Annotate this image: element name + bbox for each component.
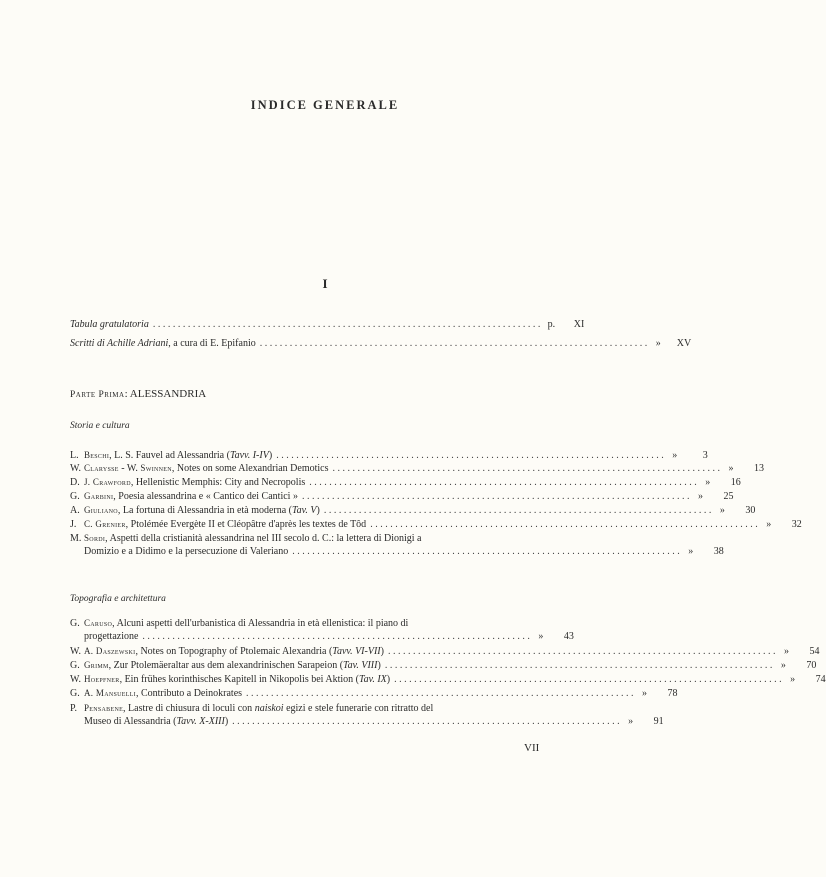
ditto-mark: » — [783, 646, 789, 657]
entry-title: , Lastre di chiusura di loculi con — [123, 703, 255, 714]
page-number: 25 — [723, 491, 734, 502]
entry-title-end: ) — [224, 716, 229, 727]
leader-dots — [385, 659, 773, 672]
entry-title-continued: progettazione — [84, 631, 139, 642]
toc-entry[interactable] — [70, 702, 664, 728]
plates-ref: Tavv. X-XIII — [176, 716, 225, 727]
plates-ref: Tav. V — [292, 505, 317, 516]
author-initial: G. — [70, 660, 80, 671]
plates-ref: Tavv. I-IV — [229, 450, 269, 461]
entry-title: , Ein frühes korinthisches Kapitell in Nikopolis bei Aktion ( — [119, 674, 359, 685]
entry-title-italic: Scritti di Achille Adriani — [70, 338, 169, 349]
part-heading: Parte Prima: ALESSANDRIA — [70, 388, 207, 400]
toc-entry[interactable] — [70, 532, 724, 558]
entry-title-rest: , a cura di E. Epifanio — [168, 338, 256, 349]
plates-ref: Tavv. VI-VII — [332, 646, 381, 657]
leader-dots — [394, 673, 782, 686]
page-number: XI — [573, 319, 585, 330]
leader-dots — [142, 630, 530, 643]
leader-dots — [232, 715, 620, 728]
entry-title: , Zur Ptolemäeraltar aus dem alexandrinischen Sarapeion ( — [108, 660, 344, 671]
entry-title-end: ) — [386, 674, 391, 685]
part-name: ALESSANDRIA — [129, 388, 207, 400]
toc-entry[interactable] — [70, 659, 817, 672]
leader-dots — [388, 645, 776, 658]
entry-title-continued: Domizio e a Didimo e la persecuzione di Valeriano — [84, 546, 289, 557]
entry-title: , Contributo a Deinokrates — [135, 688, 243, 699]
page-number: 74 — [815, 674, 826, 685]
entry-title: , Aspetti della cristianità alessandrina nel III secolo d. C.: la lettera di Dionigi a — [105, 533, 422, 544]
author-initial: M. — [70, 533, 82, 544]
ditto-mark: » — [728, 463, 734, 474]
toc-entry[interactable] — [70, 504, 756, 517]
author-name: Sordi — [84, 533, 106, 543]
page-number: 43 — [563, 631, 574, 642]
leader-dots — [246, 687, 634, 700]
page-title: INDICE GENERALE — [250, 98, 400, 112]
entry-title-end: ) — [380, 646, 384, 657]
toc-entry[interactable] — [70, 645, 820, 658]
entry-title: , Notes on Topography of Ptolemaic Alexandria ( — [135, 646, 333, 657]
plates-ref: Tav. IX — [359, 674, 387, 685]
leader-dots — [324, 504, 712, 517]
author-name: Giuliano — [84, 505, 118, 515]
leader-dots — [309, 476, 697, 489]
author-name: Clarysse — [84, 463, 119, 473]
toc-entry[interactable] — [70, 617, 574, 643]
ditto-mark: » — [672, 450, 678, 461]
ditto-mark: » — [790, 674, 796, 685]
author-name: Hoepfner — [84, 674, 120, 684]
entry-title-end: ) — [316, 505, 320, 516]
toc-entry[interactable] — [70, 476, 741, 489]
page-number: 3 — [702, 450, 708, 461]
author-name: A. Daszewski — [84, 646, 136, 656]
leader-dots — [153, 318, 541, 331]
part-label: Parte Prima — [70, 390, 125, 400]
toc-entry-tabula[interactable] — [70, 318, 585, 331]
entry-title-italic: naiskoi — [254, 703, 284, 714]
page-prefix: p. — [547, 319, 556, 330]
author-join: - W. — [118, 463, 141, 474]
ditto-mark: » — [688, 546, 694, 557]
author-initial: G. — [70, 618, 80, 629]
author-name: A. Mansuelli — [84, 688, 136, 698]
page-number: 32 — [791, 519, 802, 530]
leader-dots — [302, 490, 690, 503]
page-number: 91 — [653, 716, 664, 727]
entry-title-continued: Museo di Alessandria ( — [84, 716, 177, 727]
plates-ref: Tav. VIII — [343, 660, 378, 671]
toc-entry-scritti[interactable] — [70, 337, 692, 350]
toc-entry[interactable] — [70, 490, 734, 503]
leader-dots — [276, 449, 664, 462]
toc-entry[interactable] — [70, 687, 678, 700]
toc-entry[interactable] — [70, 673, 826, 686]
leader-dots — [292, 545, 680, 558]
page-number: XV — [676, 338, 692, 349]
folio-page-number: VII — [524, 742, 540, 754]
ditto-mark: » — [642, 688, 648, 699]
author-initial: J. — [70, 519, 77, 530]
entry-title: , Alcuni aspetti dell'urbanistica di Alessandria in età ellenistica: il piano di — [112, 618, 409, 629]
ditto-mark: » — [780, 660, 786, 671]
ditto-mark: » — [628, 716, 634, 727]
author-initial: W. — [70, 674, 82, 685]
toc-entry[interactable] — [70, 449, 708, 462]
author-name: Garbini — [84, 491, 114, 501]
page-number: 13 — [754, 463, 764, 474]
author-name: J. Crawford — [84, 477, 131, 487]
author-initial: G. — [70, 491, 80, 502]
author-initial: W. — [70, 646, 82, 657]
author-name: Grimm — [84, 660, 109, 670]
page-number: 30 — [745, 505, 756, 516]
author-name: Pensabene — [84, 703, 124, 713]
ditto-mark: » — [697, 491, 703, 502]
ditto-mark: » — [655, 338, 661, 349]
author-initial: L. — [70, 450, 79, 461]
leader-dots — [370, 518, 758, 531]
entry-title: , L. S. Fauvel ad Alessandria ( — [109, 450, 230, 461]
author-name: C. Grenier — [84, 519, 126, 529]
entry-title-end: egizi e stele funerarie con ritratto del — [283, 703, 434, 714]
author-name-2: Swinnen — [140, 463, 172, 473]
page-number: 70 — [806, 660, 817, 671]
author-initial: W. — [70, 463, 82, 474]
entry-title: , La fortuna di Alessandria in età moderna ( — [117, 505, 293, 516]
page-number: 16 — [730, 477, 741, 488]
page-number: 54 — [809, 646, 820, 657]
author-initial: G. — [70, 688, 80, 699]
author-initial: D. — [70, 477, 80, 488]
leader-dots — [260, 337, 648, 350]
ditto-mark: » — [719, 505, 725, 516]
author-name: Caruso — [84, 618, 113, 628]
author-initial: A. — [70, 505, 80, 516]
entry-title: , Poesia alessandrina e « Cantico dei Cantici » — [113, 491, 298, 502]
toc-entry[interactable] — [70, 462, 764, 475]
ditto-mark: » — [766, 519, 772, 530]
page-number: 78 — [667, 688, 678, 699]
entry-title: , Notes on some Alexandrian Demotics — [171, 463, 329, 474]
section-numeral: I — [322, 276, 328, 291]
toc-entry[interactable] — [70, 518, 802, 531]
subsection-heading-storia: Storia e cultura — [70, 421, 130, 431]
subsection-heading-topografia: Topografia e architettura — [70, 594, 166, 604]
entry-title-end: ) — [268, 450, 273, 461]
entry-title-end: ) — [377, 660, 381, 671]
entry-title: , Hellenistic Memphis: City and Necropolis — [130, 477, 306, 488]
page-number: 38 — [713, 546, 724, 557]
ditto-mark: » — [538, 631, 544, 642]
leader-dots — [333, 462, 721, 475]
ditto-mark: » — [705, 477, 711, 488]
entry-title: Tabula gratulatoria — [70, 319, 149, 330]
entry-title: , Ptolémée Evergète II et Cléopâtre d'après les textes de Tôd — [125, 519, 367, 530]
author-initial: P. — [70, 703, 77, 714]
author-name: Beschi — [84, 450, 110, 460]
